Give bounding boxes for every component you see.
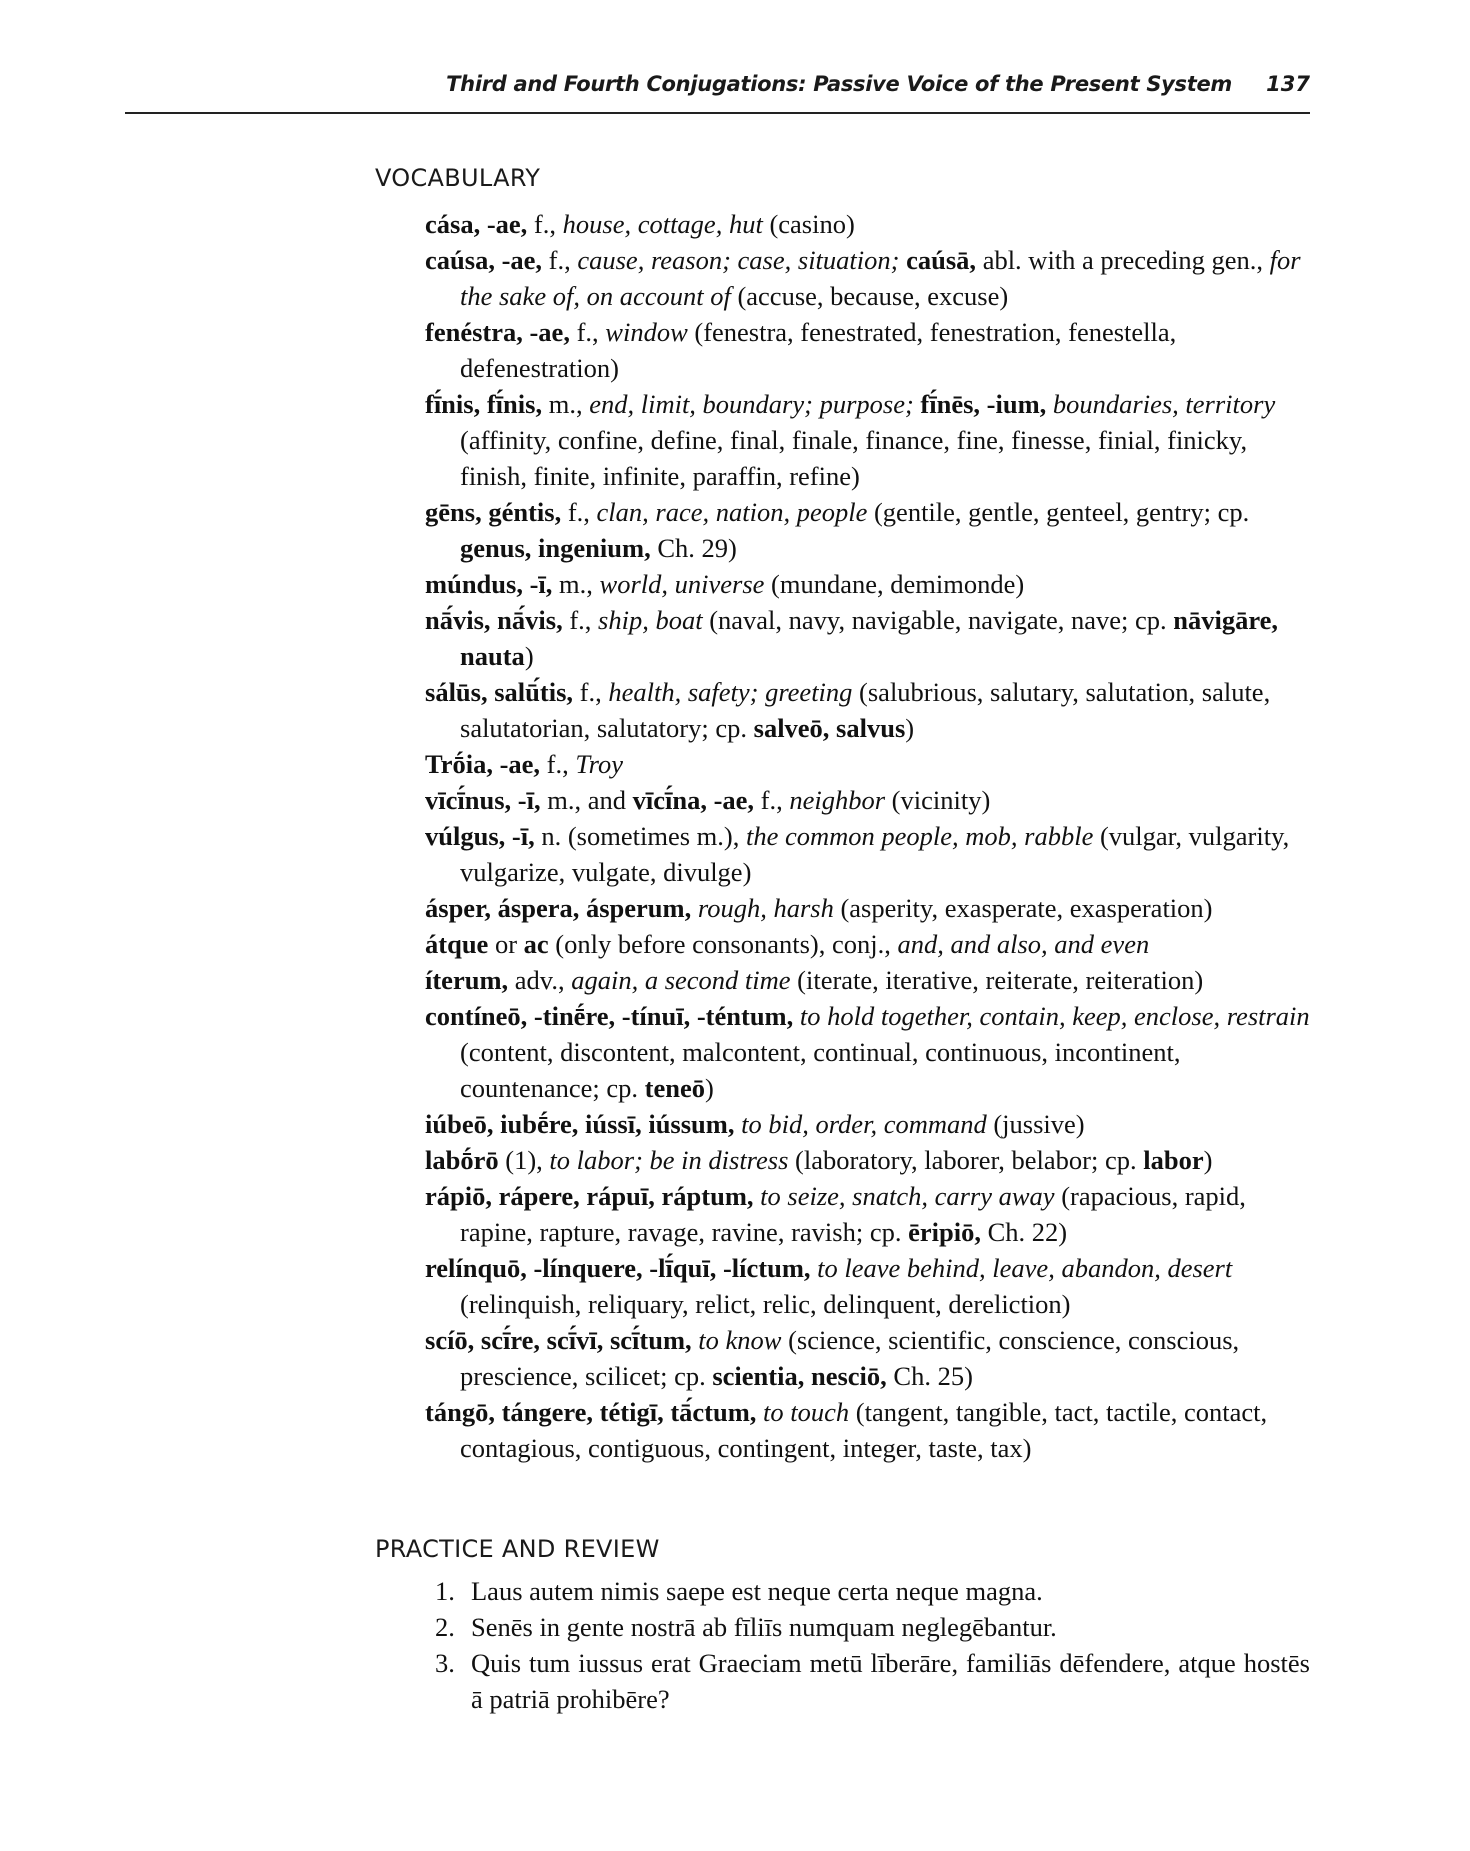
- entry-term: labor: [1136, 1145, 1204, 1175]
- entry-term: nāvigāre, nauta: [460, 605, 1279, 671]
- entry-gloss: end, limit, boundary; purpose;: [589, 389, 914, 419]
- practice-item-number: 3.: [435, 1648, 455, 1678]
- entry-gloss: to hold together, contain, keep, enclose, restrain: [799, 1001, 1310, 1031]
- entry-gloss: rough, harsh: [697, 893, 834, 923]
- entry-gloss: boundaries, territory: [1052, 389, 1276, 419]
- entry-plain: (relinquish, reliquary, relict, relic, delinquent, dereliction): [460, 1289, 1071, 1319]
- entry-plain: Ch. 22): [980, 1217, 1068, 1247]
- practice-heading: PRACTICE AND REVIEW: [375, 1535, 660, 1563]
- entry-plain: (vulgar, vulgarity, vulgarize, vulgate, divulge): [460, 821, 1290, 887]
- entry-plain: (casino): [762, 209, 855, 239]
- vocabulary-entry: [425, 386, 1310, 494]
- practice-item-number: 1.: [435, 1576, 455, 1606]
- entry-gloss: to seize, snatch, carry away: [760, 1181, 1055, 1211]
- entry-gloss: health, safety; greeting: [608, 677, 853, 707]
- entry-gloss: clan, race, nation, people: [596, 497, 868, 527]
- page-number: 137: [1266, 72, 1310, 96]
- entry-gloss: cause, reason; case, situation;: [577, 245, 900, 275]
- entry-plain: [691, 893, 698, 923]
- running-header: [125, 72, 1310, 114]
- vocabulary-entry: [425, 926, 1310, 962]
- vocabulary-heading: VOCABULARY: [375, 164, 541, 192]
- practice-list: [435, 1573, 1310, 1717]
- entry-term: scíō, scī́re, scī́vī, scī́tum,: [425, 1325, 692, 1355]
- entry-plain: ): [524, 641, 534, 671]
- vocabulary-entry: [425, 746, 1310, 782]
- entry-plain: (iterate, iterative, reiterate, reiteration): [790, 965, 1204, 995]
- entry-term: relínquō, -línquere, -lī́quī, -líctum,: [425, 1253, 811, 1283]
- entry-plain: (asperity, exasperate, exasperation): [833, 893, 1213, 923]
- entry-plain: (only before consonants), conj.,: [548, 929, 898, 959]
- entry-gloss: to know: [698, 1325, 782, 1355]
- entry-gloss: for the sake of, on account of: [460, 245, 1301, 311]
- entry-plain: n. (sometimes m.),: [534, 821, 746, 851]
- entry-gloss: house, cottage, hut: [562, 209, 763, 239]
- entry-gloss: and, and also, and even: [897, 929, 1150, 959]
- entry-term: múndus, -ī,: [425, 569, 553, 599]
- entry-plain: m.,: [542, 389, 590, 419]
- vocabulary-entry: [425, 1322, 1310, 1394]
- entry-term: genus, ingenium,: [460, 533, 651, 563]
- entry-plain: abl. with a preceding gen.,: [976, 245, 1270, 275]
- vocabulary-entry: [425, 1142, 1310, 1178]
- entry-plain: f.,: [562, 605, 599, 635]
- entry-plain: f.,: [569, 317, 606, 347]
- vocabulary-entry: [425, 1394, 1310, 1466]
- entry-plain: f.,: [754, 785, 790, 815]
- entry-term: caúsa, -ae,: [425, 245, 543, 275]
- running-title: Third and Fourth Conjugations: Passive Voice of the Present System: [446, 72, 1232, 96]
- entry-term: sálūs, salū́tis,: [425, 677, 574, 707]
- entry-plain: m.,: [552, 569, 600, 599]
- entry-gloss: to bid, order, command: [741, 1109, 987, 1139]
- entry-plain: (vicinity): [885, 785, 991, 815]
- entry-term: contíneō, -tinḗre, -tínuī, -téntum,: [425, 1001, 794, 1031]
- vocabulary-entry: [425, 206, 1310, 242]
- practice-item: [435, 1609, 1310, 1645]
- practice-item-text: Senēs in gente nostrā ab fīliīs numquam neglegēbantur.: [471, 1612, 1057, 1642]
- entry-plain: (salubrious, salutary, salutation, salute, salutatorian, salutatory; cp.: [460, 677, 1271, 743]
- entry-term: iúbeō, iubḗre, iússī, iússum,: [425, 1109, 735, 1139]
- vocabulary-entry: [425, 494, 1310, 566]
- entry-plain: (rapacious, rapid, rapine, rapture, ravage, ravine, ravish; cp.: [460, 1181, 1246, 1247]
- vocabulary-entry: [425, 962, 1310, 998]
- vocabulary-entry: [425, 1106, 1310, 1142]
- entry-term: vúlgus, -ī,: [425, 821, 535, 851]
- entry-plain: (mundane, demimonde): [764, 569, 1025, 599]
- entry-plain: ): [905, 713, 915, 743]
- entry-plain: [1046, 389, 1053, 419]
- entry-gloss: ship, boat: [598, 605, 703, 635]
- entry-term: ac: [523, 929, 549, 959]
- entry-gloss: neighbor: [789, 785, 886, 815]
- entry-gloss: Troy: [575, 749, 623, 779]
- entry-plain: f.,: [542, 245, 578, 275]
- entry-plain: f.,: [527, 209, 563, 239]
- entry-term: nā́vis, nā́vis,: [425, 605, 563, 635]
- practice-item: [435, 1573, 1310, 1609]
- entry-term: gēns, géntis,: [425, 497, 562, 527]
- entry-plain: (content, discontent, malcontent, continual, continuous, incontinent, countenance; cp.: [460, 1037, 1181, 1103]
- entry-term: vīcī́nus, -ī,: [425, 785, 541, 815]
- entry-term: cása, -ae,: [425, 209, 528, 239]
- entry-plain: (gentile, gentle, genteel, gentry; cp.: [867, 497, 1250, 527]
- vocabulary-entry: [425, 998, 1310, 1106]
- entry-term: ásper, áspera, ásperum,: [425, 893, 692, 923]
- practice-item: [435, 1645, 1310, 1717]
- vocabulary-entry: [425, 602, 1310, 674]
- entry-plain: adv.,: [508, 965, 572, 995]
- vocabulary-entry: [425, 782, 1310, 818]
- entry-gloss: world, universe: [599, 569, 765, 599]
- vocabulary-entry: [425, 1250, 1310, 1322]
- practice-item-text: Quis tum iussus erat Graeciam metū līberāre, familiās dēfendere, atque hostēs ā patriā prohibēre?: [471, 1648, 1310, 1714]
- entry-plain: m., and: [540, 785, 633, 815]
- entry-plain: (science, scientific, conscience, conscious, prescience, scilicet; cp.: [460, 1325, 1240, 1391]
- entry-plain: f.,: [561, 497, 597, 527]
- entry-term: salveō, salvus: [747, 713, 906, 743]
- vocabulary-entry: [425, 890, 1310, 926]
- practice-item-number: 2.: [435, 1612, 455, 1642]
- entry-plain: or: [488, 929, 524, 959]
- entry-term: rápiō, rápere, rápuī, ráptum,: [425, 1181, 754, 1211]
- entry-term: átque: [425, 929, 489, 959]
- entry-term: íterum,: [425, 965, 509, 995]
- entry-plain: (laboratory, laborer, belabor; cp.: [788, 1145, 1137, 1175]
- entry-plain: [793, 1001, 800, 1031]
- entry-term: fī́nēs, -ium,: [913, 389, 1047, 419]
- entry-plain: (fenestra, fenestrated, fenestration, fenestella, defenestration): [460, 317, 1177, 383]
- entry-plain: (accuse, because, excuse): [730, 281, 1009, 311]
- entry-plain: Ch. 25): [886, 1361, 973, 1391]
- entry-plain: (jussive): [986, 1109, 1085, 1139]
- entry-plain: (tangent, tangible, tact, tactile, contact, contagious, contiguous, contingent, integer, taste, tax): [460, 1397, 1268, 1463]
- entry-gloss: window: [605, 317, 688, 347]
- vocabulary-entry: [425, 818, 1310, 890]
- vocabulary-entry: [425, 566, 1310, 602]
- entry-gloss: to labor; be in distress: [549, 1145, 789, 1175]
- entry-plain: f.,: [540, 749, 576, 779]
- vocabulary-entry: [425, 314, 1310, 386]
- entry-term: fī́nis, fī́nis,: [425, 389, 543, 419]
- entry-term: fenéstra, -ae,: [425, 317, 570, 347]
- entry-gloss: again, a second time: [571, 965, 791, 995]
- entry-gloss: the common people, mob, rabble: [745, 821, 1094, 851]
- vocabulary-list: [425, 206, 1310, 1466]
- entry-term: ēripiō,: [901, 1217, 981, 1247]
- vocabulary-entry: [425, 242, 1310, 314]
- entry-term: vīcī́na, -ae,: [632, 785, 755, 815]
- entry-term: teneō: [638, 1073, 706, 1103]
- entry-term: scientia, nesciō,: [705, 1361, 887, 1391]
- entry-plain: f.,: [573, 677, 609, 707]
- entry-plain: Ch. 29): [650, 533, 737, 563]
- entry-term: tángō, tángere, tétigī, tā́ctum,: [425, 1397, 757, 1427]
- entry-plain: (naval, navy, navigable, navigate, nave; cp.: [702, 605, 1167, 635]
- entry-plain: (1),: [498, 1145, 550, 1175]
- practice-item-text: Laus autem nimis saepe est neque certa neque magna.: [471, 1576, 1043, 1606]
- entry-term: caúsā,: [899, 245, 977, 275]
- entry-plain: ): [705, 1073, 714, 1103]
- vocabulary-entry: [425, 674, 1310, 746]
- entry-term: labṓrō: [425, 1145, 499, 1175]
- entry-term: Trṓia, -ae,: [425, 749, 541, 779]
- entry-plain: (affinity, confine, define, final, finale, finance, fine, finesse, finial, finicky, finish, finite, infinite, paraffin, refine): [460, 425, 1248, 491]
- entry-gloss: to touch: [763, 1397, 850, 1427]
- vocabulary-entry: [425, 1178, 1310, 1250]
- entry-plain: ): [1203, 1145, 1213, 1175]
- entry-gloss: to leave behind, leave, abandon, desert: [817, 1253, 1233, 1283]
